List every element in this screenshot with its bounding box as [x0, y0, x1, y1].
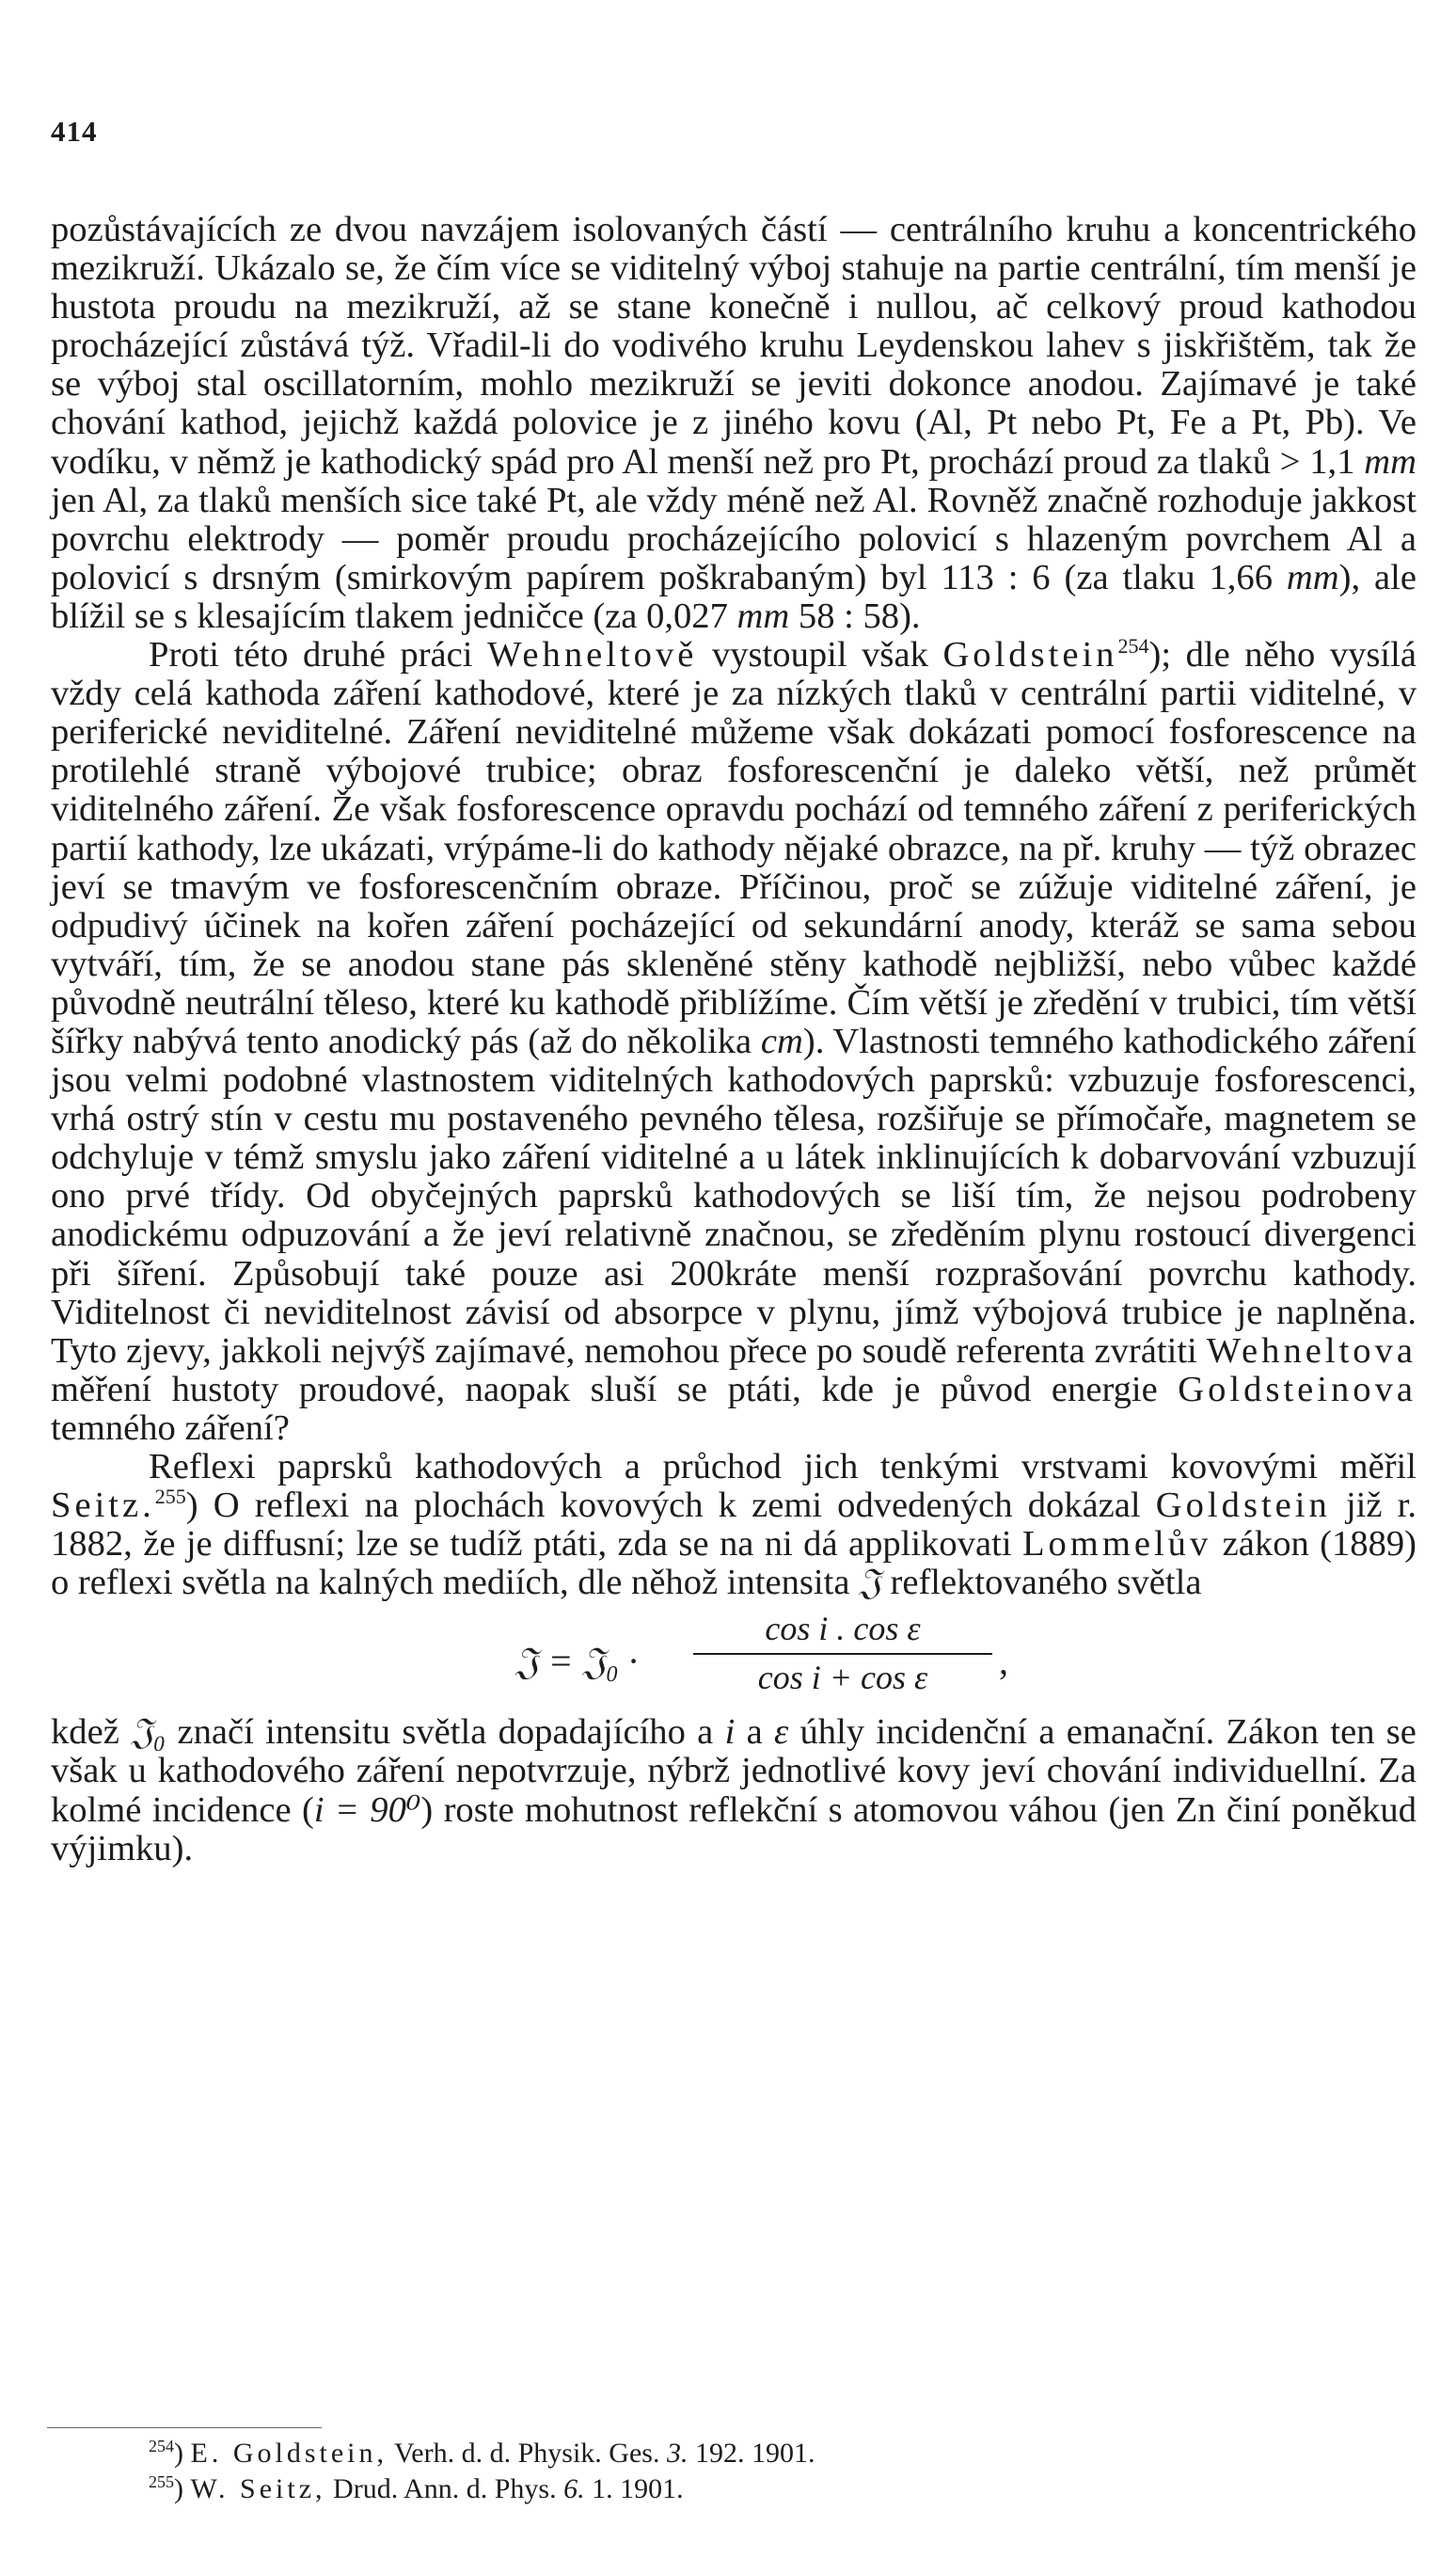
author-name: Goldstein	[1155, 1486, 1331, 1526]
incidence-condition: i = 90⁰	[313, 1789, 421, 1830]
text-run: ), ale blížil se s klesajícím tlakem jedničce (za 0,027	[51, 557, 1416, 636]
footnote-divider	[47, 2427, 322, 2428]
text-run: vystoupil však	[711, 635, 928, 675]
unit-mm: mm	[1364, 441, 1416, 482]
footnote-254: $^{254}$) E. Goldstein, Verh. d. d. Physik. Ges. 3. 192. 1901.	[149, 2437, 815, 2469]
intensity-symbol: 𝔍	[859, 1563, 881, 1603]
footnote-255: $^{255}$) W. Seitz, Drud. Ann. d. Phys. 6. 1. 1901.	[149, 2472, 684, 2504]
reflection-formula	[51, 1610, 1416, 1709]
text-run: a	[746, 1712, 763, 1753]
author-name: Goldsteinova	[1178, 1369, 1416, 1409]
text-run: jen Al, za tlaků menších sice také Pt, ale vždy méně než Al. Rovněž značně rozhoduje jakkost povrchu elektrody — poměr proudu procházejícího polovicí s hlazeným povrchem Al a polovicí s drsným (smirkovým papírem poškrabaným) byl 113 : 6 (za tlaku 1,66	[51, 480, 1416, 597]
text-run: měření hustoty proudové, naopak sluší se ptáti, kde je původ energie	[51, 1369, 1158, 1409]
footnote-source: Drud. Ann. d. Phys.	[333, 2473, 557, 2504]
footnote-pages: 192. 1901.	[694, 2438, 815, 2469]
footnote-author: E. Goldstein,	[190, 2438, 388, 2469]
unit-cm: cm	[760, 1021, 803, 1061]
author-name: Seitz.	[51, 1486, 155, 1526]
footnote-volume: 6.	[563, 2473, 585, 2504]
footnotes	[149, 2436, 1371, 2507]
text-run: značí intensitu světla dopadajícího a	[177, 1712, 714, 1753]
formula-denominator: cos i + cos ε	[757, 1659, 928, 1697]
footnote-author: W. Seitz,	[190, 2473, 326, 2504]
unit-mm: mm	[736, 596, 790, 636]
author-name: Wehneltově	[487, 635, 698, 675]
angle-i: i	[724, 1712, 736, 1753]
text-run: kdež	[51, 1712, 119, 1753]
body-text	[51, 211, 1416, 1868]
footnote-ref-255[interactable]: 255	[154, 1485, 186, 1509]
text-run: ) roste mohutnost reflekční s atomovou váhou (jen Zn činí poněkud výjimku).	[51, 1789, 1416, 1868]
text-run: ) O reflexi na plochách kovových k zemi odvedených dokázal	[185, 1486, 1141, 1526]
footnote-volume: 3.	[666, 2438, 688, 2469]
text-run: ); dle něho vysílá vždy celá kathoda záření kathodové, které je za nízkých tlaků v centrální partii viditelné, v periferické neviditelné. Záření neviditelné můžeme však dokázati pomocí fosforescence na protilehlé straně výbojové trubice; obraz fosforescenční je daleko větší, než průmět viditelného záření. Že však fosforescence opravdu pochází od temného záření z periferických partií kathody, lze ukázati, vrýpáme-li do kathody nějaké obrazce, na př. kruhy — týž obrazec jeví se tmavým ve fosforescenčním obraze. Příčinou, proč se zúžuje viditelné záření, je odpudivý účinek na kořen záření pocházející od sekundární anody, kteráž se sama sebou vytváří, tím, že se anodou stane pás skleněné stěny kathodě nejbližší, nebo vůbec každé původně neutrální těleso, které ku kathodě přiblížíme. Čím větší je zředění v trubici, tím větší šířky nabývá tento anodický pás (až do několika	[51, 635, 1416, 1061]
text-run: temného záření?	[51, 1407, 290, 1448]
author-name: Lommelův	[1021, 1524, 1212, 1565]
formula-fraction	[693, 1610, 992, 1697]
text-run: Proti této druhé práci	[149, 635, 473, 675]
incident-intensity-symbol: 𝔍₀	[131, 1712, 166, 1753]
footnote-mark: 255	[149, 2472, 174, 2491]
text-run: 58 : 58).	[798, 596, 921, 636]
author-name: Wehneltova	[1206, 1330, 1417, 1371]
author-name: Goldstein	[942, 635, 1118, 675]
text-run: Reflexi paprsků kathodových a průchod jich tenkými vrstvami kovovými měřil	[149, 1447, 1416, 1486]
page-number: 414	[51, 115, 98, 148]
footnote-mark: 254	[149, 2437, 174, 2455]
text-run: reflektovaného světla	[890, 1563, 1202, 1603]
text-run: úhly incidenční a emanační. Zákon ten se však u kathodového záření nepotvrzuje, nýbrž jednotlivé kovy jeví chování individuellní. Za kolmé incidence (	[51, 1712, 1416, 1830]
angle-epsilon: ε	[774, 1712, 789, 1753]
paragraph-3	[51, 1448, 1416, 1602]
footnote-ref-254[interactable]: 254	[1117, 634, 1149, 659]
formula-numerator: cos i . cos ε	[693, 1610, 992, 1655]
footnote-source: Verh. d. d. Physik. Ges.	[393, 2438, 660, 2469]
text-run: pozůstávajících ze dvou navzájem isolovaných částí — centrálního kruhu a koncentrického mezikruží. Ukázalo se, že čím více se viditelný výboj stahuje na partie centrální, tím menší je hustota proudu na mezikruží, až se stane konečně i nullou, ač celkový proud kathodou procházející zůstává týž. Vřadil-li do vodivého kruhu Leydenskou lahev s jiskřištěm, tak že se výboj stal oscillatorním, mohlo mezikruží se jeviti dokonce anodou. Zajímavé je také chování kathod, jejichž každá polovice je z jiného kovu (Al, Pt nebo Pt, Fe a Pt, Pb). Ve vodíku, v němž je kathodický spád pro Al menší než pro Pt, prochází proud za tlaků > 1,1	[51, 210, 1416, 482]
paragraph-2	[51, 636, 1416, 1448]
formula-trailing: ,	[999, 1640, 1008, 1683]
text-run: ). Vlastnosti temného kathodického záření jsou velmi podobné vlastnostem viditelných kathodových paprsků: vzbuzuje fosforescenci, vrhá ostrý stín v cestu mu postaveného pevného tělesa, rozšiřuje se přímočaře, magnetem se odchyluje v témž smyslu jako záření viditelné a u látek inklinujících k dobarvování vzbuzují ono prvé třídy. Od obyčejných paprsků kathodových se liší tím, že nejsou podrobeny anodickému odpuzování a že jeví relativně značnou, se zředěním plynu rostoucí divergenci při šíření. Způsobují také pouze asi 200kráte menší rozprašování povrchu kathody. Viditelnost či neviditelnost závisí od absorpce v plynu, jímž výbojová trubice je naplněna. Tyto zjevy, jakkoli nejvýš zajímavé, nemohou přece po soudě referenta zvrátiti	[51, 1021, 1416, 1371]
footnote-pages: 1. 1901.	[592, 2473, 684, 2504]
unit-mm: mm	[1286, 557, 1339, 597]
text-run: již r. 1882, že je diffusní; lze se tudíž ptáti, zda se na ni dá applikovati	[51, 1486, 1416, 1565]
formula-lhs: 𝔍 = 𝔍₀ ·	[515, 1640, 638, 1683]
paragraph-4	[51, 1713, 1416, 1867]
text-run: zákon (1889) o reflexi světla na kalných mediích, dle něhož intensita	[51, 1524, 1417, 1603]
paragraph-1	[51, 211, 1416, 636]
